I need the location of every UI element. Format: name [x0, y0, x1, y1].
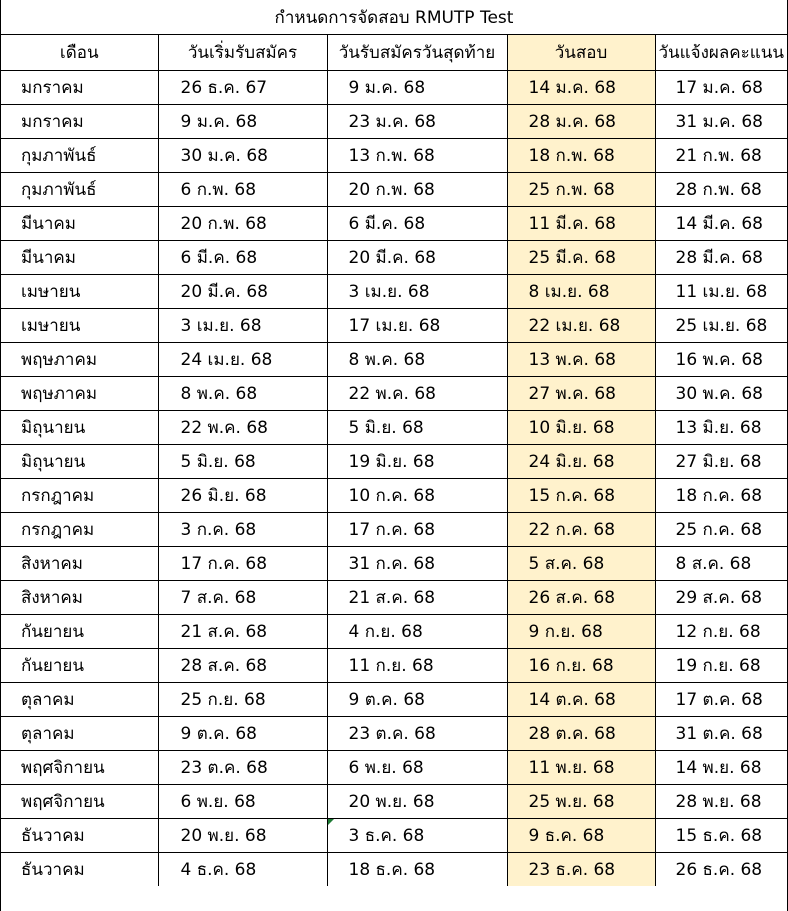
table-row	[1, 104, 787, 138]
month-cell[interactable]: เมษายน	[1, 308, 158, 342]
month-cell[interactable]: กรกฎาคม	[1, 512, 158, 546]
table-row	[1, 512, 787, 546]
exam-date-cell[interactable]: 14 ต.ค. 68	[507, 682, 655, 716]
header-exam-date[interactable]: วันสอบ	[507, 35, 655, 70]
table-row	[1, 70, 787, 104]
result-date-cell[interactable]: 14 มี.ค. 68	[655, 206, 787, 240]
exam-date-cell[interactable]: 26 ส.ค. 68	[507, 580, 655, 614]
registration-start-cell[interactable]: 3 เม.ย. 68	[158, 308, 327, 342]
exam-date-cell[interactable]: 22 ก.ค. 68	[507, 512, 655, 546]
result-date-cell[interactable]: 25 เม.ย. 68	[655, 308, 787, 342]
registration-end-cell[interactable]: 5 มิ.ย. 68	[327, 410, 507, 444]
month-cell[interactable]: สิงหาคม	[1, 546, 158, 580]
result-date-cell[interactable]: 31 ต.ค. 68	[655, 716, 787, 750]
result-date-cell[interactable]: 19 ก.ย. 68	[655, 648, 787, 682]
exam-date-cell[interactable]: 9 ธ.ค. 68	[507, 818, 655, 852]
table-row	[1, 546, 787, 580]
exam-date-cell[interactable]: 8 เม.ย. 68	[507, 274, 655, 308]
registration-start-cell[interactable]: 20 ก.พ. 68	[158, 206, 327, 240]
month-cell[interactable]: สิงหาคม	[1, 580, 158, 614]
header-registration-end[interactable]: วันรับสมัครวันสุดท้าย	[327, 35, 507, 70]
month-cell[interactable]: พฤษภาคม	[1, 342, 158, 376]
exam-date-cell[interactable]: 28 ต.ค. 68	[507, 716, 655, 750]
registration-end-cell[interactable]: 21 ส.ค. 68	[327, 580, 507, 614]
header-row	[1, 35, 787, 70]
registration-start-cell[interactable]: 26 ธ.ค. 67	[158, 70, 327, 104]
exam-date-cell[interactable]: 23 ธ.ค. 68	[507, 852, 655, 886]
registration-end-cell[interactable]: 31 ก.ค. 68	[327, 546, 507, 580]
month-cell[interactable]: พฤษภาคม	[1, 376, 158, 410]
exam-date-cell[interactable]: 25 ก.พ. 68	[507, 172, 655, 206]
month-cell[interactable]: มีนาคม	[1, 206, 158, 240]
registration-start-cell[interactable]: 7 ส.ค. 68	[158, 580, 327, 614]
month-cell[interactable]: ตุลาคม	[1, 716, 158, 750]
table-row	[1, 852, 787, 886]
registration-end-cell[interactable]: 13 ก.พ. 68	[327, 138, 507, 172]
exam-date-cell[interactable]: 9 ก.ย. 68	[507, 614, 655, 648]
exam-date-cell[interactable]: 27 พ.ค. 68	[507, 376, 655, 410]
registration-end-cell[interactable]: 20 พ.ย. 68	[327, 784, 507, 818]
table-row	[1, 784, 787, 818]
registration-end-cell[interactable]: 10 ก.ค. 68	[327, 478, 507, 512]
month-cell[interactable]: กุมภาพันธ์	[1, 138, 158, 172]
registration-end-cell[interactable]: 17 ก.ค. 68	[327, 512, 507, 546]
result-date-cell[interactable]: 16 พ.ค. 68	[655, 342, 787, 376]
registration-start-cell[interactable]: 22 พ.ค. 68	[158, 410, 327, 444]
month-cell[interactable]: ธันวาคม	[1, 852, 158, 886]
result-date-cell[interactable]: 11 เม.ย. 68	[655, 274, 787, 308]
result-date-cell[interactable]: 18 ก.ค. 68	[655, 478, 787, 512]
exam-date-cell[interactable]: 22 เม.ย. 68	[507, 308, 655, 342]
registration-start-cell[interactable]: 26 มิ.ย. 68	[158, 478, 327, 512]
registration-start-cell[interactable]: 3 ก.ค. 68	[158, 512, 327, 546]
table-row	[1, 818, 787, 852]
exam-date-cell[interactable]: 25 พ.ย. 68	[507, 784, 655, 818]
registration-start-cell[interactable]: 4 ธ.ค. 68	[158, 852, 327, 886]
table-row	[1, 342, 787, 376]
month-cell[interactable]: กันยายน	[1, 648, 158, 682]
registration-end-cell[interactable]: 6 มี.ค. 68	[327, 206, 507, 240]
registration-start-cell[interactable]: 5 มิ.ย. 68	[158, 444, 327, 478]
table-row	[1, 376, 787, 410]
month-cell[interactable]: ธันวาคม	[1, 818, 158, 852]
registration-start-cell[interactable]: 9 ต.ค. 68	[158, 716, 327, 750]
registration-end-cell[interactable]: 20 ก.พ. 68	[327, 172, 507, 206]
month-cell[interactable]: เมษายน	[1, 274, 158, 308]
registration-end-cell[interactable]: 17 เม.ย. 68	[327, 308, 507, 342]
registration-end-cell[interactable]: 9 ม.ค. 68	[327, 70, 507, 104]
exam-date-cell[interactable]: 10 มิ.ย. 68	[507, 410, 655, 444]
registration-end-cell[interactable]: 3 ธ.ค. 68	[327, 818, 507, 852]
month-cell[interactable]: พฤศจิกายน	[1, 750, 158, 784]
table-row	[1, 580, 787, 614]
month-cell[interactable]: พฤศจิกายน	[1, 784, 158, 818]
registration-end-cell[interactable]: 6 พ.ย. 68	[327, 750, 507, 784]
result-date-cell[interactable]: 8 ส.ค. 68	[655, 546, 787, 580]
month-cell[interactable]: มกราคม	[1, 70, 158, 104]
registration-end-cell[interactable]: 4 ก.ย. 68	[327, 614, 507, 648]
schedule-body	[1, 70, 787, 886]
table-row	[1, 750, 787, 784]
registration-start-cell[interactable]: 30 ม.ค. 68	[158, 138, 327, 172]
header-registration-start[interactable]: วันเริ่มรับสมัคร	[158, 35, 327, 70]
table-row	[1, 138, 787, 172]
registration-start-cell[interactable]: 6 มี.ค. 68	[158, 240, 327, 274]
registration-end-cell[interactable]: 8 พ.ค. 68	[327, 342, 507, 376]
exam-date-cell[interactable]: 24 มิ.ย. 68	[507, 444, 655, 478]
table-row	[1, 614, 787, 648]
table-row	[1, 478, 787, 512]
table-row	[1, 444, 787, 478]
registration-end-cell[interactable]: 23 ม.ค. 68	[327, 104, 507, 138]
table-row	[1, 274, 787, 308]
result-date-cell[interactable]: 28 พ.ย. 68	[655, 784, 787, 818]
registration-start-cell[interactable]: 9 ม.ค. 68	[158, 104, 327, 138]
table-row	[1, 240, 787, 274]
registration-start-cell[interactable]: 6 พ.ย. 68	[158, 784, 327, 818]
exam-date-cell[interactable]: 25 มี.ค. 68	[507, 240, 655, 274]
result-date-cell[interactable]: 28 ก.พ. 68	[655, 172, 787, 206]
result-date-cell[interactable]: 26 ธ.ค. 68	[655, 852, 787, 886]
month-cell[interactable]: ตุลาคม	[1, 682, 158, 716]
month-cell[interactable]: มกราคม	[1, 104, 158, 138]
result-date-cell[interactable]: 31 ม.ค. 68	[655, 104, 787, 138]
result-date-cell[interactable]: 13 มิ.ย. 68	[655, 410, 787, 444]
registration-end-cell[interactable]: 22 พ.ค. 68	[327, 376, 507, 410]
registration-end-cell[interactable]: 20 มี.ค. 68	[327, 240, 507, 274]
table-row	[1, 648, 787, 682]
exam-date-cell[interactable]: 15 ก.ค. 68	[507, 478, 655, 512]
result-date-cell[interactable]: 14 พ.ย. 68	[655, 750, 787, 784]
result-date-cell[interactable]: 30 พ.ค. 68	[655, 376, 787, 410]
registration-start-cell[interactable]: 8 พ.ค. 68	[158, 376, 327, 410]
registration-start-cell[interactable]: 28 ส.ค. 68	[158, 648, 327, 682]
sheet-title[interactable]: กำหนดการจัดสอบ RMUTP Test	[1, 0, 787, 35]
result-date-cell[interactable]: 17 ต.ค. 68	[655, 682, 787, 716]
registration-start-cell[interactable]: 20 พ.ย. 68	[158, 818, 327, 852]
month-cell[interactable]: มีนาคม	[1, 240, 158, 274]
result-date-cell[interactable]: 27 มิ.ย. 68	[655, 444, 787, 478]
exam-date-cell[interactable]: 13 พ.ค. 68	[507, 342, 655, 376]
table-row	[1, 716, 787, 750]
header-result-date[interactable]: วันแจ้งผลคะแนน	[655, 35, 787, 70]
registration-end-cell[interactable]: 19 มิ.ย. 68	[327, 444, 507, 478]
table-row	[1, 206, 787, 240]
registration-start-cell[interactable]: 6 ก.พ. 68	[158, 172, 327, 206]
table-row	[1, 410, 787, 444]
registration-start-cell[interactable]: 20 มี.ค. 68	[158, 274, 327, 308]
schedule-table	[1, 35, 787, 886]
registration-start-cell[interactable]: 17 ก.ค. 68	[158, 546, 327, 580]
month-cell[interactable]: กรกฎาคม	[1, 478, 158, 512]
registration-end-cell[interactable]: 23 ต.ค. 68	[327, 716, 507, 750]
result-date-cell[interactable]: 28 มี.ค. 68	[655, 240, 787, 274]
result-date-cell[interactable]: 29 ส.ค. 68	[655, 580, 787, 614]
month-cell[interactable]: กันยายน	[1, 614, 158, 648]
registration-end-cell[interactable]: 11 ก.ย. 68	[327, 648, 507, 682]
result-date-cell[interactable]: 21 ก.พ. 68	[655, 138, 787, 172]
registration-end-cell[interactable]: 3 เม.ย. 68	[327, 274, 507, 308]
exam-date-cell[interactable]: 11 มี.ค. 68	[507, 206, 655, 240]
header-month[interactable]: เดือน	[1, 35, 158, 70]
exam-date-cell[interactable]: 5 ส.ค. 68	[507, 546, 655, 580]
registration-start-cell[interactable]: 23 ต.ค. 68	[158, 750, 327, 784]
registration-start-cell[interactable]: 25 ก.ย. 68	[158, 682, 327, 716]
table-row	[1, 172, 787, 206]
month-cell[interactable]: มิถุนายน	[1, 410, 158, 444]
exam-date-cell[interactable]: 28 ม.ค. 68	[507, 104, 655, 138]
registration-start-cell[interactable]: 24 เม.ย. 68	[158, 342, 327, 376]
month-cell[interactable]: มิถุนายน	[1, 444, 158, 478]
exam-date-cell[interactable]: 18 ก.พ. 68	[507, 138, 655, 172]
result-date-cell[interactable]: 25 ก.ค. 68	[655, 512, 787, 546]
result-date-cell[interactable]: 15 ธ.ค. 68	[655, 818, 787, 852]
exam-date-cell[interactable]: 16 ก.ย. 68	[507, 648, 655, 682]
table-row	[1, 308, 787, 342]
month-cell[interactable]: กุมภาพันธ์	[1, 172, 158, 206]
registration-end-cell[interactable]: 9 ต.ค. 68	[327, 682, 507, 716]
registration-end-cell[interactable]: 18 ธ.ค. 68	[327, 852, 507, 886]
result-date-cell[interactable]: 12 ก.ย. 68	[655, 614, 787, 648]
table-row	[1, 682, 787, 716]
exam-date-cell[interactable]: 11 พ.ย. 68	[507, 750, 655, 784]
registration-start-cell[interactable]: 21 ส.ค. 68	[158, 614, 327, 648]
exam-date-cell[interactable]: 14 ม.ค. 68	[507, 70, 655, 104]
result-date-cell[interactable]: 17 ม.ค. 68	[655, 70, 787, 104]
